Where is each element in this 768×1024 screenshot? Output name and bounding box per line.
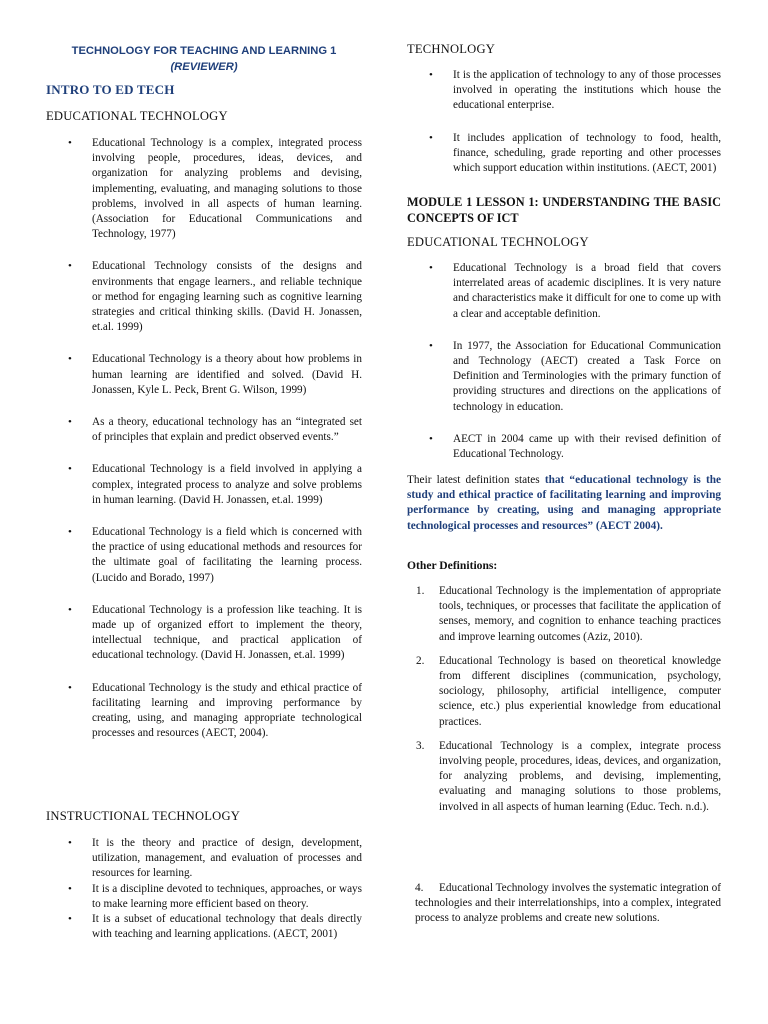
list-item: • It is the application of technology to any of those processes involved in operating the institutions which house the educational enterprise. bbox=[429, 69, 721, 112]
bullet-icon: • bbox=[68, 526, 72, 539]
tech-bullets bbox=[407, 68, 721, 176]
list-item: • Educational Technology consists of the designs and environments that engage learners., and reliable technique or method for engaging learning such as cognitive learning strategies and critical thinking skills. (David H. Jonassen, et.al. 1999) bbox=[68, 260, 362, 334]
edtech-heading-right: EDUCATIONAL TECHNOLOGY bbox=[407, 235, 589, 249]
bullet-icon: • bbox=[68, 681, 72, 694]
list-item: 2. Educational Technology is based on theoretical knowledge from different disciplines (communication, psychology, sociology, philosophy, artificial intelligence, computer science, etc.) plus experiential knowledge from educational practices. bbox=[416, 654, 721, 728]
list-item: • Educational Technology is the study and ethical practice of facilitating learning and improving performance by creating, using, and managing appropriate technological processes and resources (AECT, 2004). bbox=[68, 681, 362, 740]
instr-bullets bbox=[46, 836, 362, 942]
bullet-icon: • bbox=[68, 882, 72, 895]
list-item: • Educational Technology is a field which is concerned with the practice of using educational methods and resources for the ultimate goal of facilitating the learning process. (Lucido and Borado, 1997) bbox=[68, 526, 362, 584]
latest-definition-paragraph: Their latest definition states that “educational technology is the study and ethical practice of facilitating learning and improving performance by creating, using and managing appropriate technological processes and resources” (AECT 2004). bbox=[407, 474, 721, 532]
list-item: • AECT in 2004 came up with their revised definition of Educational Technology. bbox=[429, 432, 721, 461]
list-item: • It includes application of technology to food, health, finance, scheduling, grade reporting and other processes which support education within institutions. (AECT, 2001) bbox=[429, 131, 721, 175]
edtech-bullets-left bbox=[46, 136, 362, 742]
list-item: • It is a subset of educational technology that deals directly with teaching and learning applications. (AECT, 2001) bbox=[68, 913, 362, 941]
bullet-icon: • bbox=[429, 339, 433, 352]
list-item: • Educational Technology is a complex, integrated process involving people, procedures, ideas, devices, and organization for analyzing problems and devising, implementing, evaluating, and managing solutions to those problems, involved in all aspects of human learning. (Association for Educational Communications and Technology, 1977) bbox=[68, 137, 362, 241]
list-item: • Educational Technology is a profession like teaching. It is made up of organized effort to implement the theory, intellectual technique, and practical application of educational technology. (David H. Jonassen, et.al. 1999) bbox=[68, 603, 362, 662]
latest-definition-highlight: that “educational technology is the study and ethical practice of facilitating learning and improving performance by creating, using and managing appropriate technological processes and resources” (AECT 2004). bbox=[407, 474, 721, 532]
list-item: 3. Educational Technology is a complex, integrate process involving people, procedures, ideas, devices, and organization, for analyzing problems, and devising, implementing, evaluating and managing solutions to those problems, involved in all aspects of human learning (Educ. Tech. n.d.). bbox=[416, 739, 721, 813]
list-item: • It is the theory and practice of design, development, utilization, management, and evaluation of processes and resources for learning. bbox=[68, 837, 362, 880]
list-item: • In 1977, the Association for Educational Communication and Technology (AECT) created a Task Force on Definition and Terminologies with the primary function of providing structures and directions on the applications of technology in education. bbox=[429, 339, 721, 413]
bullet-icon: • bbox=[429, 432, 433, 445]
other-definitions-list bbox=[407, 584, 721, 815]
module-heading: MODULE 1 LESSON 1: UNDERSTANDING THE BASIC CONCEPTS OF ICT bbox=[407, 195, 721, 225]
edtech-heading-left: EDUCATIONAL TECHNOLOGY bbox=[46, 109, 228, 123]
title-line1: TECHNOLOGY FOR TEACHING AND LEARNING 1 bbox=[71, 45, 337, 57]
list-item: • As a theory, educational technology has an “integrated set of principles that explain and predict observed events.” bbox=[68, 416, 362, 444]
bullet-icon: • bbox=[68, 353, 72, 366]
bullet-icon: • bbox=[68, 837, 72, 849]
document-title bbox=[46, 43, 362, 75]
technology-heading: TECHNOLOGY bbox=[407, 42, 496, 56]
list-item: • It is a discipline devoted to techniques, approaches, or ways to make learning more efficient based on theory. bbox=[68, 882, 362, 910]
bullet-icon: • bbox=[68, 416, 72, 429]
bullet-icon: • bbox=[68, 260, 72, 273]
intro-heading: INTRO TO ED TECH bbox=[46, 82, 175, 97]
other-definitions-heading: Other Definitions: bbox=[407, 559, 498, 572]
bullet-icon: • bbox=[429, 131, 433, 144]
bullet-icon: • bbox=[68, 913, 72, 926]
bullet-icon: • bbox=[429, 262, 433, 274]
list-item: • Educational Technology is a broad field that covers interrelated areas of academic disciplines. It is very nature and characteristics make it difficult for one to come up with a clear and acceptable definition. bbox=[429, 262, 721, 320]
bullet-icon: • bbox=[68, 137, 72, 149]
list-item: • Educational Technology is a field involved in applying a complex, integrated process to analyze and solve problems in human learning. (David H. Jonassen, et.al. 1999) bbox=[68, 463, 362, 506]
edtech-bullets-right bbox=[407, 261, 721, 462]
title-line2: (REVIEWER) bbox=[170, 61, 238, 73]
bullet-icon: • bbox=[68, 603, 72, 616]
list-item: 1. Educational Technology is the implementation of appropriate tools, techniques, or processes that facilitate the application of senses, memory, and cognition to enhance teaching practices and improve learning outcomes (Aziz, 2010). bbox=[416, 585, 721, 643]
bullet-icon: • bbox=[68, 463, 72, 476]
bullet-icon: • bbox=[429, 69, 433, 81]
list-item: • Educational Technology is a theory about how problems in human learning are identified and solved. (David H. Jonassen, Kyle L. Peck, Brent G. Wilson, 1999) bbox=[68, 353, 362, 396]
instructional-technology-heading: INSTRUCTIONAL TECHNOLOGY bbox=[46, 809, 241, 823]
other-definition-4: 4. Educational Technology involves the systematic integration of technologies and their interrelationships, into a complex, integrated process to analyze problems and create new solutions. bbox=[415, 882, 721, 925]
